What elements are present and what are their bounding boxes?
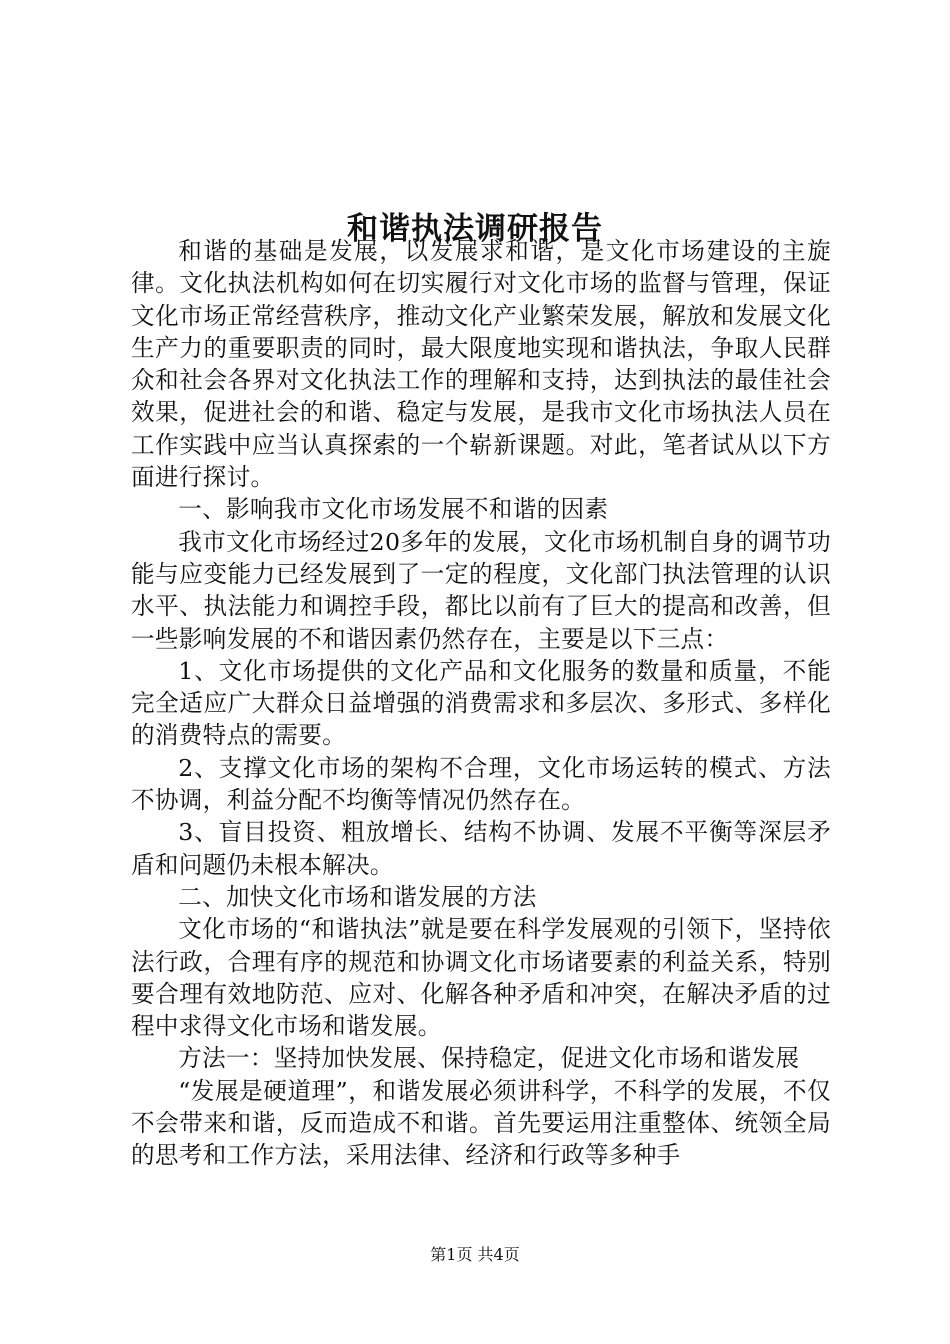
paragraph: 我市文化市场经过20多年的发展，文化市场机制自身的调节功能与应变能力已经发展到了一定的程度，文化部门执法管理的认识水平、执法能力和调控手段，都比以前有了巨大的提高和改善，但一些影响发展的不和谐因素仍然存在，主要是以下三点：	[131, 527, 831, 653]
list-item: 1、文化市场提供的文化产品和文化服务的数量和质量，不能完全适应广大群众日益增强的消费需求和多层次、多形式、多样化的消费特点的需要。	[131, 656, 831, 750]
section-heading: 一、影响我市文化市场发展不和谐的因素	[178, 495, 609, 524]
paragraph: 和谐的基础是发展，以发展求和谐，是文化市场建设的主旋律。文化执法机构如何在切实履行对文化市场的监督与管理，保证文化市场正常经营秩序，推动文化产业繁荣发展，解放和发展文化生产力的重要职责的同时，最大限度地实现和谐执法，争取人民群众和社会各界对文化执法工作的理解和支持，达到执法的最佳社会效果，促进社会的和谐、稳定与发展，是我市文化市场执法人员在工作实践中应当认真探索的一个崭新课题。对此，笔者试从以下方面进行探讨。	[131, 237, 831, 492]
paragraph: “发展是硬道理”，和谐发展必须讲科学，不科学的发展，不仅不会带来和谐，反而造成不和谐。首先要运用注重整体、统领全局的思考和工作方法，采用法律、经济和行政等多种手	[131, 1076, 831, 1170]
list-item: 3、盲目投资、粗放增长、结构不协调、发展不平衡等深层矛盾和问题仍未根本解决。	[131, 818, 831, 879]
section-heading: 二、加快文化市场和谐发展的方法	[178, 882, 537, 911]
document-title: 和谐执法调研报告	[347, 210, 603, 247]
list-item: 2、支撑文化市场的架构不合理，文化市场运转的模式、方法不协调，利益分配不均衡等情况仍然存在。	[131, 753, 831, 815]
paragraph: 文化市场的“和谐执法”就是要在科学发展观的引领下，坚持依法行政，合理有序的规范和协调文化市场诸要素的利益关系，特别要合理有效地防范、应对、化解各种矛盾和冲突，在解决矛盾的过程中求得文化市场和谐发展。	[131, 915, 831, 1041]
page-footer: 第1页 共4页	[430, 1245, 520, 1264]
document-body	[131, 235, 831, 1172]
subsection-heading: 方法一：坚持加快发展、保持稳定，促进文化市场和谐发展	[178, 1044, 800, 1073]
